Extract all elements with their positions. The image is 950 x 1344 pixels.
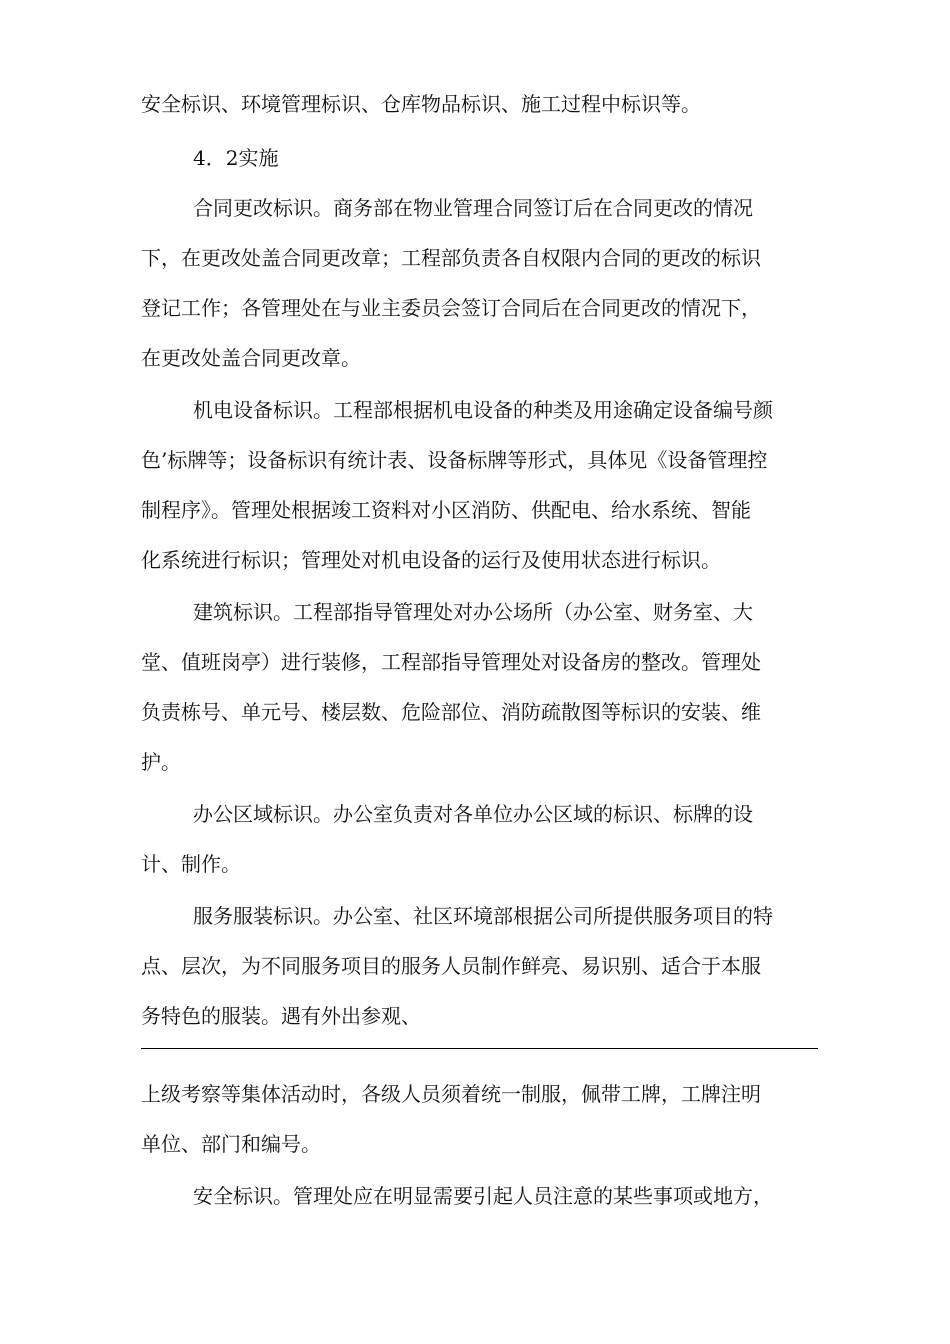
paragraph-equipment-line: 化系统进行标识；管理处对机电设备的运行及使用状态进行标识。 bbox=[141, 548, 721, 572]
paragraph-safety-line: 安全标识。管理处应在明显需要引起人员注意的某些事项或地方， bbox=[193, 1184, 773, 1208]
paragraph-building-line: 负责栋号、单元号、楼层数、危险部位、消防疏散图等标识的安装、维 bbox=[141, 700, 761, 724]
text-line: 安全标识、环境管理标识、仓库物品标识、施工过程中标识等。 bbox=[141, 92, 701, 116]
paragraph-uniform-continued-line: 单位、部门和编号。 bbox=[141, 1132, 321, 1156]
paragraph-contract-line: 登记工作；各管理处在与业主委员会签订合同后在合同更改的情况下， bbox=[141, 296, 761, 320]
section-heading: 4．2实施 bbox=[193, 146, 279, 170]
paragraph-uniform-line: 点、层次，为不同服务项目的服务人员制作鲜亮、易识别、适合于本服 bbox=[141, 954, 761, 978]
paragraph-equipment-line: 色’标牌等；设备标识有统计表、设备标牌等形式，具体见《设备管理控 bbox=[141, 448, 768, 472]
paragraph-contract-line: 下，在更改处盖合同更改章；工程部负责各自权限内合同的更改的标识 bbox=[141, 246, 761, 270]
paragraph-building-line: 堂、值班岗亭）进行装修，工程部指导管理处对设备房的整改。管理处 bbox=[141, 650, 761, 674]
paragraph-contract-line: 在更改处盖合同更改章。 bbox=[141, 346, 361, 370]
paragraph-office-line: 办公区域标识。办公室负责对各单位办公区域的标识、标牌的设 bbox=[193, 802, 753, 826]
paragraph-equipment-line: 机电设备标识。工程部根据机电设备的种类及用途确定设备编号颜 bbox=[193, 398, 773, 422]
paragraph-building-line: 护。 bbox=[141, 750, 181, 774]
paragraph-uniform-line: 服务服装标识。办公室、社区环境部根据公司所提供服务项目的特 bbox=[193, 904, 773, 928]
paragraph-uniform-line: 务特色的服装。遇有外出参观、 bbox=[141, 1004, 421, 1028]
paragraph-uniform-continued-line: 上级考察等集体活动时，各级人员须着统一制服，佩带工牌，工牌注明 bbox=[141, 1082, 761, 1106]
paragraph-equipment-line: 制程序》。管理处根据竣工资料对小区消防、供配电、给水系统、智能 bbox=[141, 498, 751, 522]
paragraph-contract-line: 合同更改标识。商务部在物业管理合同签订后在合同更改的情况 bbox=[193, 196, 753, 220]
page-divider bbox=[141, 1048, 818, 1049]
paragraph-building-line: 建筑标识。工程部指导管理处对办公场所（办公室、财务室、大 bbox=[193, 600, 753, 624]
paragraph-office-line: 计、制作。 bbox=[141, 852, 241, 876]
